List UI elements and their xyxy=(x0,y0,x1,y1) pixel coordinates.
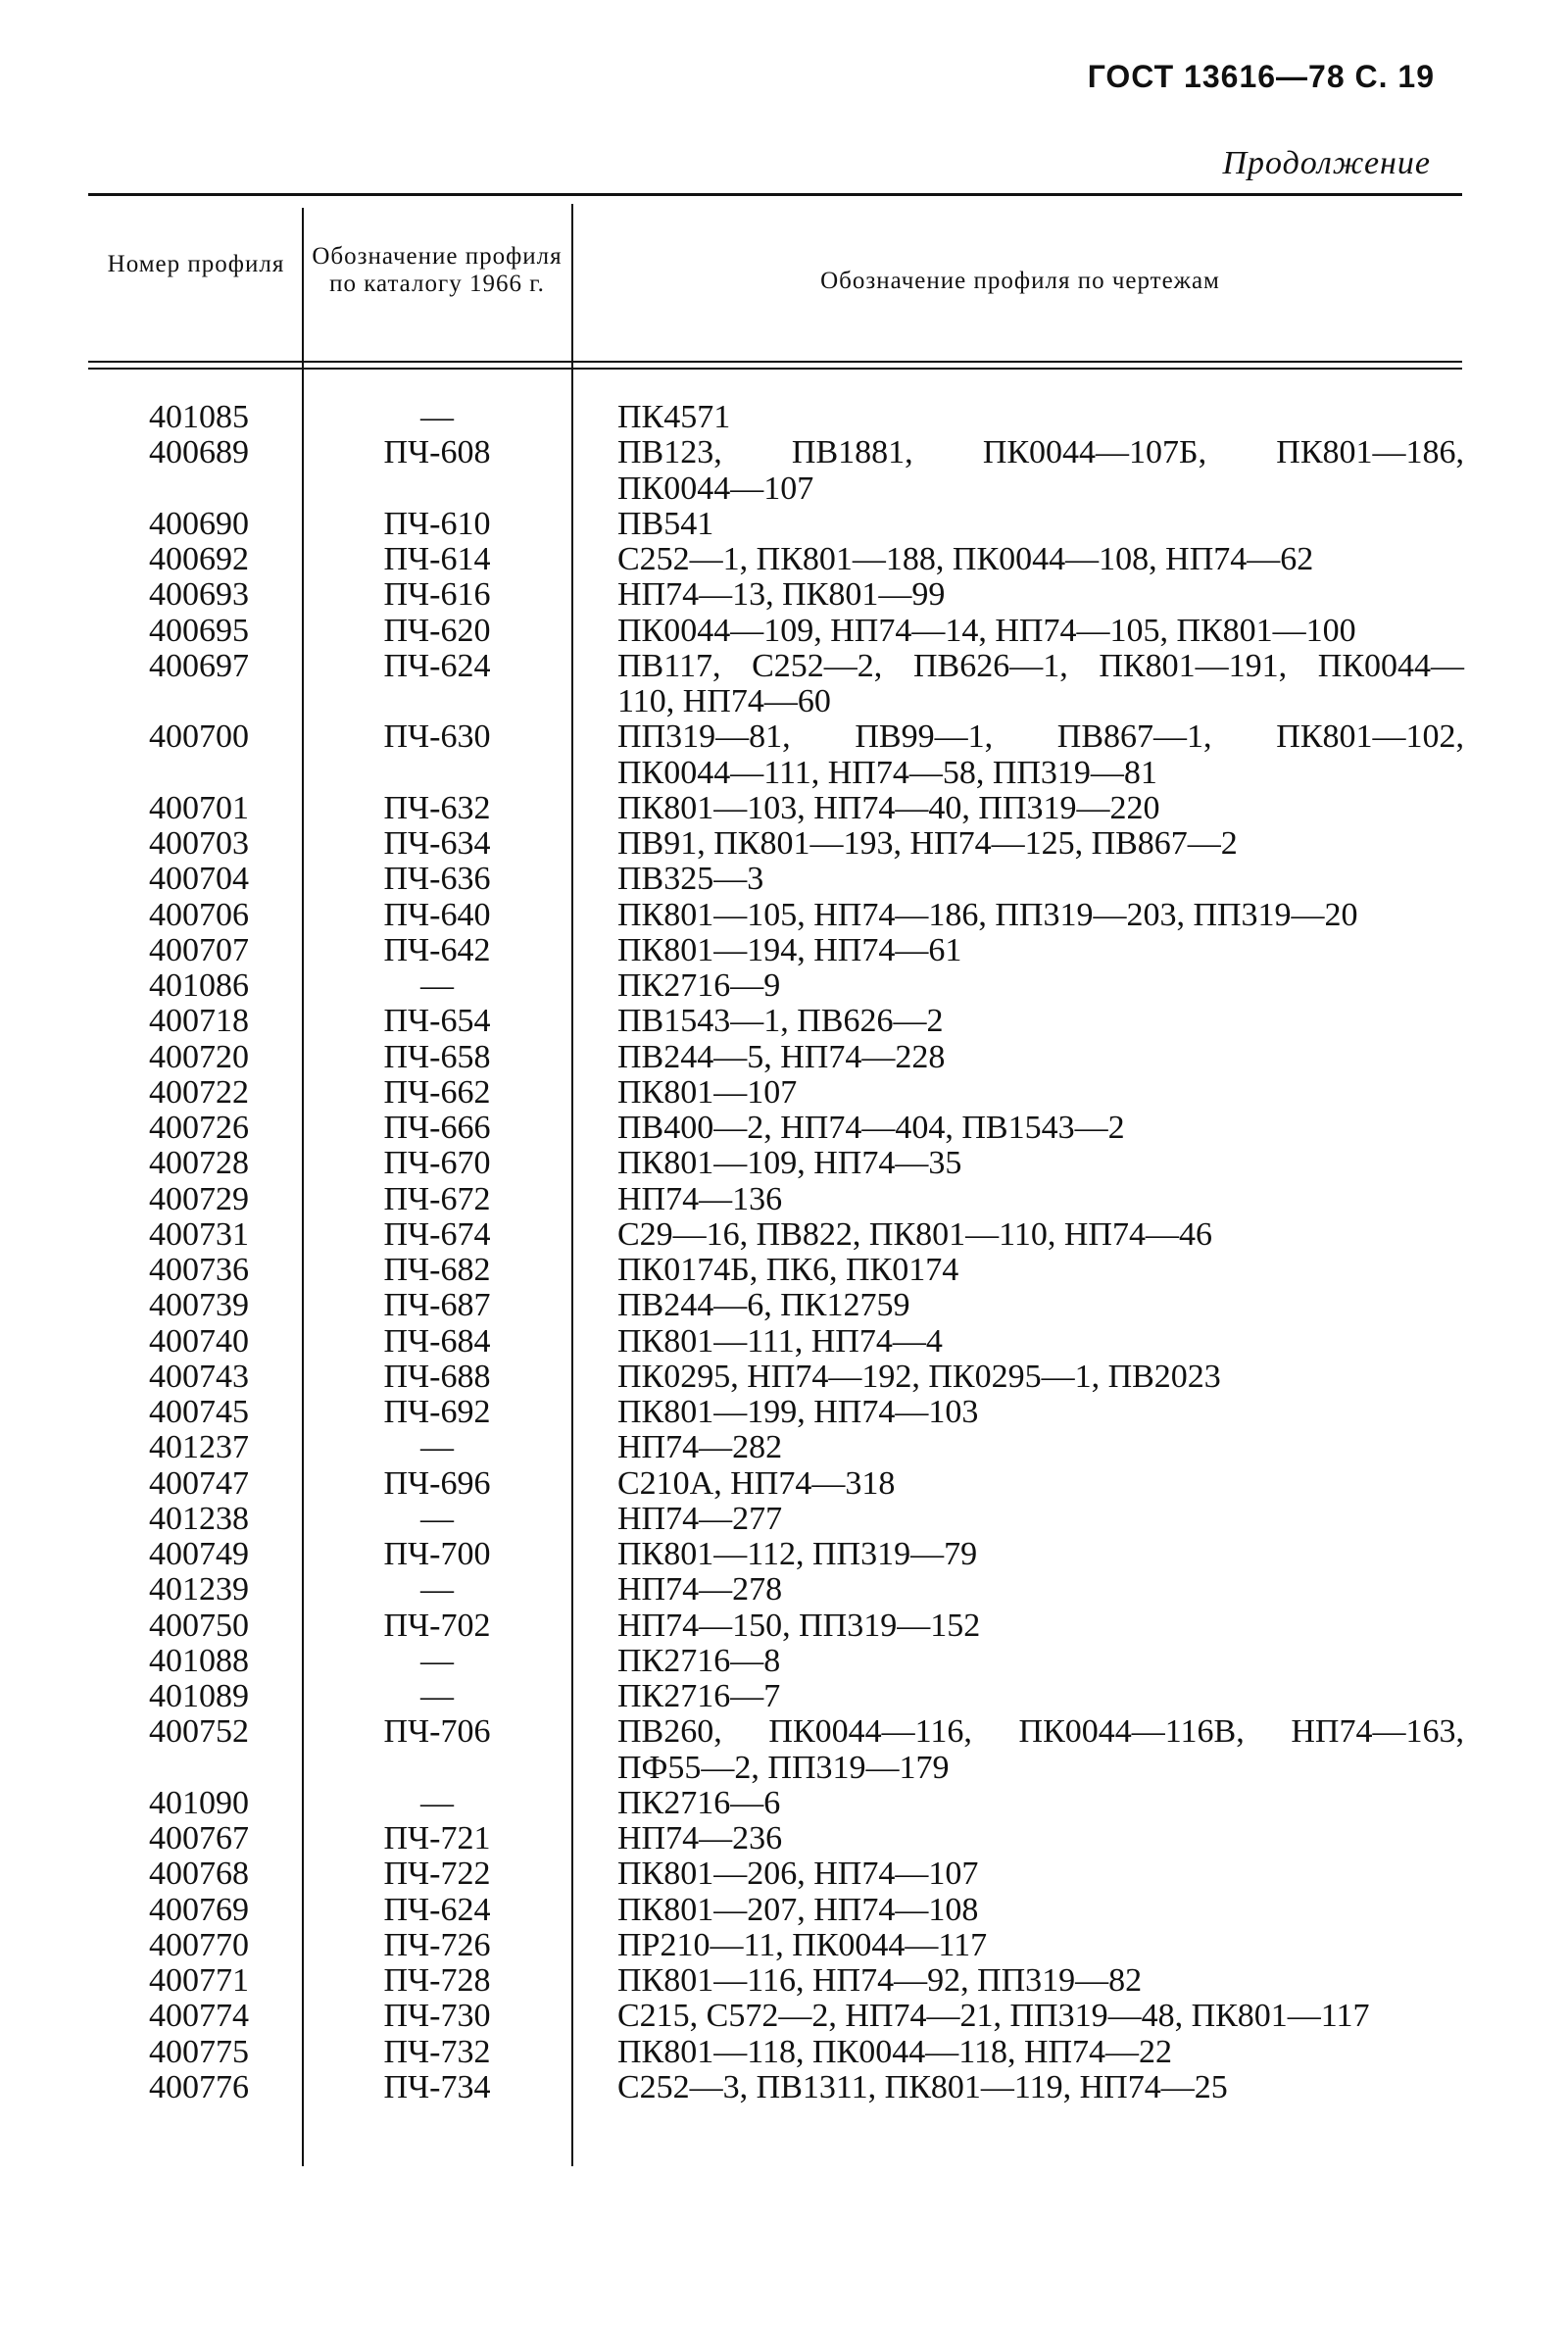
profile-number-cell: 401089 xyxy=(149,1678,249,1714)
catalog-designation-cell: ПЧ-616 xyxy=(383,576,491,614)
drawing-designation-cell xyxy=(617,577,1464,613)
catalog-designation-cell: ПЧ-620 xyxy=(383,612,491,649)
catalog-designation-cell: ПЧ-654 xyxy=(383,1003,491,1040)
drawing-designation-line: ПК801—103, НП74—40, ПП319—220 xyxy=(617,789,1160,826)
profile-number-cell: 400692 xyxy=(149,541,249,577)
drawing-designation-cell xyxy=(617,542,1464,577)
catalog-designation-cell: ПЧ-614 xyxy=(383,541,491,577)
table-row xyxy=(0,791,1464,826)
profile-number-cell: 400700 xyxy=(149,718,249,756)
table-row xyxy=(0,1430,1464,1465)
drawing-designation-line: ПК801—194, НП74—61 xyxy=(617,931,962,968)
table-row xyxy=(0,862,1464,897)
drawing-designation-cell xyxy=(617,1679,1464,1714)
table-row xyxy=(0,1360,1464,1395)
drawing-designation-cell xyxy=(617,719,1464,791)
drawing-designation-line: ПВ325—3 xyxy=(617,861,764,898)
drawing-designation-line: ПК0295, НП74—192, ПК0295—1, ПВ2023 xyxy=(617,1358,1221,1395)
table-row xyxy=(0,1928,1464,1963)
table-row xyxy=(0,1679,1464,1714)
drawing-designation-cell xyxy=(617,507,1464,542)
profile-number-cell: 400750 xyxy=(149,1607,249,1644)
table-row xyxy=(0,2070,1464,2105)
drawing-designation-cell xyxy=(617,1502,1464,1537)
drawing-designation-line: ПВ244—5, НП74—228 xyxy=(617,1038,946,1075)
profile-number-cell: 400718 xyxy=(149,1003,249,1040)
drawing-designation-cell xyxy=(617,1856,1464,1892)
catalog-designation-cell: ПЧ-732 xyxy=(383,2033,491,2070)
drawing-designation-line: ПВ260, ПК0044—116, ПК0044—116В, НП74—163, xyxy=(617,1713,1464,1751)
drawing-designation-cell xyxy=(617,933,1464,968)
profile-number-cell: 400722 xyxy=(149,1073,249,1111)
catalog-designation-cell: — xyxy=(420,1429,454,1466)
table-row xyxy=(0,400,1464,435)
drawing-designation-line: НП74—277 xyxy=(617,1500,783,1537)
drawing-designation-cell xyxy=(617,1360,1464,1395)
table-row xyxy=(0,1644,1464,1679)
drawing-designation-cell xyxy=(617,862,1464,897)
table-row xyxy=(0,1004,1464,1039)
profile-number-cell: 400747 xyxy=(149,1464,249,1502)
drawing-designation-line: С29—16, ПВ822, ПК801—110, НП74—46 xyxy=(617,1215,1212,1253)
catalog-designation-cell: ПЧ-722 xyxy=(383,1856,491,1893)
drawing-designation-cell xyxy=(617,1288,1464,1323)
catalog-designation-cell: — xyxy=(420,399,454,435)
table-row xyxy=(0,1608,1464,1644)
profile-number-cell: 400776 xyxy=(149,2068,249,2105)
table-row xyxy=(0,1821,1464,1856)
page-header: ГОСТ 13616—78 С. 19 xyxy=(1087,59,1435,94)
drawing-designation-cell xyxy=(617,791,1464,826)
profile-number-cell: 401237 xyxy=(149,1429,249,1466)
catalog-designation-cell: ПЧ-634 xyxy=(383,825,491,862)
profile-number-cell: 400701 xyxy=(149,789,249,826)
drawing-designation-line: ПК801—199, НП74—103 xyxy=(617,1394,979,1430)
profile-number-cell: 401239 xyxy=(149,1571,249,1608)
table-row xyxy=(0,1537,1464,1572)
profile-number-cell: 400693 xyxy=(149,576,249,614)
profile-number-cell: 400690 xyxy=(149,505,249,542)
drawing-designation-cell xyxy=(617,649,1464,720)
drawing-designation-cell xyxy=(617,1040,1464,1075)
drawing-designation-line: ПВ91, ПК801—193, НП74—125, ПВ867—2 xyxy=(617,825,1238,862)
profile-number-cell: 400731 xyxy=(149,1215,249,1253)
catalog-designation-cell: ПЧ-636 xyxy=(383,861,491,898)
drawing-designation-line: ПК801—107 xyxy=(617,1073,798,1111)
catalog-designation-cell: ПЧ-640 xyxy=(383,896,491,933)
drawing-designation-cell xyxy=(617,1644,1464,1679)
table-row xyxy=(0,968,1464,1004)
table-row xyxy=(0,1466,1464,1502)
drawing-designation-cell xyxy=(617,2035,1464,2070)
drawing-designation-line: НП74—136 xyxy=(617,1180,783,1217)
table-row xyxy=(0,1893,1464,1928)
drawing-designation-line: С215, С572—2, НП74—21, ПП319—48, ПК801—117 xyxy=(617,1998,1370,2035)
drawing-designation-cell xyxy=(617,1786,1464,1821)
drawing-designation-cell xyxy=(617,1253,1464,1288)
catalog-designation-cell: — xyxy=(420,1571,454,1608)
drawing-designation-line: ПК801—118, ПК0044—118, НП74—22 xyxy=(617,2033,1173,2070)
drawing-designation-cell xyxy=(617,1111,1464,1146)
table-row xyxy=(0,1999,1464,2034)
table-row xyxy=(0,649,1464,720)
catalog-designation-cell: — xyxy=(420,1500,454,1537)
profile-number-cell: 400771 xyxy=(149,1962,249,1999)
profile-number-cell: 400703 xyxy=(149,825,249,862)
catalog-designation-cell: ПЧ-700 xyxy=(383,1536,491,1572)
catalog-designation-cell: ПЧ-726 xyxy=(383,1926,491,1963)
catalog-designation-cell: — xyxy=(420,967,454,1004)
profile-number-cell: 400769 xyxy=(149,1891,249,1928)
catalog-designation-cell: ПЧ-734 xyxy=(383,2068,491,2105)
profile-number-cell: 400745 xyxy=(149,1394,249,1430)
drawing-designation-line: ПК801—207, НП74—108 xyxy=(617,1891,979,1928)
drawing-designation-cell xyxy=(617,826,1464,862)
drawing-designation-line: ПК801—109, НП74—35 xyxy=(617,1145,962,1182)
profile-number-cell: 400729 xyxy=(149,1180,249,1217)
table-row xyxy=(0,1786,1464,1821)
drawing-designation-line: ПР210—11, ПК0044—117 xyxy=(617,1926,988,1963)
drawing-designation-cell xyxy=(617,1430,1464,1465)
profile-number-cell: 400752 xyxy=(149,1713,249,1751)
drawing-designation-line: НП74—282 xyxy=(617,1429,783,1466)
drawing-designation-cell xyxy=(617,1572,1464,1608)
table-row xyxy=(0,826,1464,862)
drawing-designation-line: ПК4571 xyxy=(617,399,731,435)
drawing-designation-cell xyxy=(617,614,1464,649)
catalog-designation-cell: ПЧ-608 xyxy=(383,434,491,471)
drawing-designation-line: НП74—278 xyxy=(617,1571,783,1608)
profile-number-cell: 401085 xyxy=(149,399,249,435)
drawing-designation-line: ПВ117, С252—2, ПВ626—1, ПК801—191, ПК0044— xyxy=(617,647,1464,684)
catalog-designation-cell: ПЧ-662 xyxy=(383,1073,491,1111)
drawing-designation-line: 110, НП74—60 xyxy=(617,683,831,719)
drawing-designation-line: С252—3, ПВ1311, ПК801—119, НП74—25 xyxy=(617,2068,1228,2105)
catalog-designation-cell: — xyxy=(420,1642,454,1679)
drawing-designation-cell xyxy=(617,1395,1464,1430)
table-row xyxy=(0,542,1464,577)
catalog-designation-cell: ПЧ-728 xyxy=(383,1962,491,1999)
profile-number-cell: 400695 xyxy=(149,612,249,649)
catalog-designation-cell: ПЧ-688 xyxy=(383,1358,491,1395)
table-row xyxy=(0,1856,1464,1892)
column-header-profile-number: Номер профиля xyxy=(107,251,285,277)
table-row xyxy=(0,1502,1464,1537)
drawing-designation-line: С252—1, ПК801—188, ПК0044—108, НП74—62 xyxy=(617,541,1314,577)
drawing-designation-line: ПВ123, ПВ1881, ПК0044—107Б, ПК801—186, xyxy=(617,434,1464,471)
table-row xyxy=(0,1253,1464,1288)
drawing-designation-cell xyxy=(617,1537,1464,1572)
profile-number-cell: 400739 xyxy=(149,1287,249,1324)
table-row xyxy=(0,1040,1464,1075)
profile-number-cell: 400736 xyxy=(149,1252,249,1288)
drawing-designation-line: ПК2716—9 xyxy=(617,967,781,1004)
profile-number-cell: 400770 xyxy=(149,1926,249,1963)
table-row xyxy=(0,1963,1464,1999)
table-body xyxy=(0,400,1464,2105)
table-row xyxy=(0,933,1464,968)
drawing-designation-cell xyxy=(617,968,1464,1004)
table-row xyxy=(0,1714,1464,1786)
table-row xyxy=(0,898,1464,933)
drawing-designation-line: С210А, НП74—318 xyxy=(617,1464,896,1502)
catalog-designation-cell: ПЧ-730 xyxy=(383,1998,491,2035)
table-row xyxy=(0,1572,1464,1608)
drawing-designation-line: НП74—236 xyxy=(617,1820,783,1856)
profile-number-cell: 400768 xyxy=(149,1856,249,1893)
profile-number-cell: 401086 xyxy=(149,967,249,1004)
drawing-designation-cell xyxy=(617,1075,1464,1111)
table-row xyxy=(0,1182,1464,1217)
drawing-designation-line: ПК801—206, НП74—107 xyxy=(617,1856,979,1893)
drawing-designation-line: ПК0044—107 xyxy=(617,470,814,507)
table-row xyxy=(0,1146,1464,1181)
drawing-designation-cell xyxy=(617,1182,1464,1217)
drawing-designation-cell xyxy=(617,1146,1464,1181)
catalog-designation-cell: ПЧ-672 xyxy=(383,1180,491,1217)
drawing-designation-line: ПВ244—6, ПК12759 xyxy=(617,1287,910,1324)
drawing-designation-cell xyxy=(617,400,1464,435)
profile-number-cell: 400697 xyxy=(149,647,249,684)
table-row xyxy=(0,1324,1464,1360)
profile-number-cell: 400706 xyxy=(149,896,249,933)
catalog-designation-cell: ПЧ-658 xyxy=(383,1038,491,1075)
drawing-designation-line: НП74—150, ПП319—152 xyxy=(617,1607,981,1644)
catalog-designation-cell: — xyxy=(420,1784,454,1821)
drawing-designation-line: ПК0044—109, НП74—14, НП74—105, ПК801—100 xyxy=(617,612,1356,649)
table-row xyxy=(0,1111,1464,1146)
table-row xyxy=(0,614,1464,649)
catalog-designation-cell: ПЧ-610 xyxy=(383,505,491,542)
table-row xyxy=(0,1288,1464,1323)
drawing-designation-line: НП74—13, ПК801—99 xyxy=(617,576,946,614)
drawing-designation-cell xyxy=(617,435,1464,507)
drawing-designation-cell xyxy=(617,2070,1464,2105)
column-header-drawing-designation: Обозначение профиля по чертежам xyxy=(820,268,1220,294)
header-divider-rule-2 xyxy=(88,368,1462,370)
profile-number-cell: 400707 xyxy=(149,931,249,968)
profile-number-cell: 401088 xyxy=(149,1642,249,1679)
drawing-designation-line: ПВ541 xyxy=(617,505,714,542)
drawing-designation-cell xyxy=(617,1893,1464,1928)
catalog-designation-cell: ПЧ-624 xyxy=(383,647,491,684)
table-row xyxy=(0,435,1464,507)
drawing-designation-line: ПК801—111, НП74—4 xyxy=(617,1322,943,1360)
drawing-designation-line: ПК2716—6 xyxy=(617,1784,781,1821)
catalog-designation-cell: ПЧ-670 xyxy=(383,1145,491,1182)
catalog-designation-cell: ПЧ-682 xyxy=(383,1252,491,1288)
catalog-designation-cell: ПЧ-687 xyxy=(383,1287,491,1324)
drawing-designation-line: ПК0174Б, ПК6, ПК0174 xyxy=(617,1252,959,1288)
drawing-designation-cell xyxy=(617,1821,1464,1856)
header-divider-rule xyxy=(88,361,1462,363)
column-header-catalog-designation: Обозначение профиля по каталогу 1966 г. xyxy=(312,243,563,297)
drawing-designation-line: ПК801—112, ПП319—79 xyxy=(617,1536,978,1572)
profile-number-cell: 400749 xyxy=(149,1536,249,1572)
drawing-designation-line: ПК2716—8 xyxy=(617,1642,781,1679)
table-row xyxy=(0,2035,1464,2070)
drawing-designation-line: ПК801—116, НП74—92, ПП319—82 xyxy=(617,1962,1143,1999)
catalog-designation-cell: ПЧ-630 xyxy=(383,718,491,756)
drawing-designation-line: ПП319—81, ПВ99—1, ПВ867—1, ПК801—102, xyxy=(617,718,1464,756)
profile-number-cell: 400704 xyxy=(149,861,249,898)
drawing-designation-cell xyxy=(617,1608,1464,1644)
drawing-designation-cell xyxy=(617,1963,1464,1999)
catalog-designation-cell: ПЧ-632 xyxy=(383,789,491,826)
drawing-designation-line: ПВ1543—1, ПВ626—2 xyxy=(617,1003,944,1040)
catalog-designation-cell: ПЧ-684 xyxy=(383,1322,491,1360)
catalog-designation-cell: ПЧ-642 xyxy=(383,931,491,968)
drawing-designation-cell xyxy=(617,898,1464,933)
table-row xyxy=(0,507,1464,542)
profile-number-cell: 400720 xyxy=(149,1038,249,1075)
table-row xyxy=(0,1395,1464,1430)
catalog-designation-cell: ПЧ-696 xyxy=(383,1464,491,1502)
drawing-designation-line: ПК2716—7 xyxy=(617,1678,781,1714)
table-row xyxy=(0,1075,1464,1111)
catalog-designation-cell: ПЧ-721 xyxy=(383,1820,491,1856)
drawing-designation-line: ПК0044—111, НП74—58, ПП319—81 xyxy=(617,754,1157,791)
table-row xyxy=(0,577,1464,613)
profile-number-cell: 400726 xyxy=(149,1110,249,1146)
drawing-designation-line: ПВ400—2, НП74—404, ПВ1543—2 xyxy=(617,1110,1125,1146)
drawing-designation-cell xyxy=(617,1324,1464,1360)
drawing-designation-cell xyxy=(617,1928,1464,1963)
table-row xyxy=(0,1217,1464,1253)
drawing-designation-cell xyxy=(617,1217,1464,1253)
drawing-designation-cell xyxy=(617,1714,1464,1786)
table-row xyxy=(0,719,1464,791)
drawing-designation-line: ПФ55—2, ПП319—179 xyxy=(617,1749,950,1786)
profile-number-cell: 401090 xyxy=(149,1784,249,1821)
profile-number-cell: 400767 xyxy=(149,1820,249,1856)
catalog-designation-cell: ПЧ-674 xyxy=(383,1215,491,1253)
profile-number-cell: 400740 xyxy=(149,1322,249,1360)
drawing-designation-cell xyxy=(617,1999,1464,2034)
catalog-designation-cell: — xyxy=(420,1678,454,1714)
table-top-rule xyxy=(88,193,1462,196)
drawing-designation-cell xyxy=(617,1466,1464,1502)
profile-number-cell: 400774 xyxy=(149,1998,249,2035)
catalog-designation-cell: ПЧ-706 xyxy=(383,1713,491,1751)
profile-number-cell: 400689 xyxy=(149,434,249,471)
profile-number-cell: 400728 xyxy=(149,1145,249,1182)
catalog-designation-cell: ПЧ-624 xyxy=(383,1891,491,1928)
drawing-designation-cell xyxy=(617,1004,1464,1039)
continuation-label: Продолжение xyxy=(1222,145,1431,181)
catalog-designation-cell: ПЧ-692 xyxy=(383,1394,491,1430)
catalog-designation-cell: ПЧ-666 xyxy=(383,1110,491,1146)
profile-number-cell: 400743 xyxy=(149,1358,249,1395)
profile-number-cell: 401238 xyxy=(149,1500,249,1537)
profile-number-cell: 400775 xyxy=(149,2033,249,2070)
catalog-designation-cell: ПЧ-702 xyxy=(383,1607,491,1644)
drawing-designation-line: ПК801—105, НП74—186, ПП319—203, ПП319—20 xyxy=(617,896,1358,933)
